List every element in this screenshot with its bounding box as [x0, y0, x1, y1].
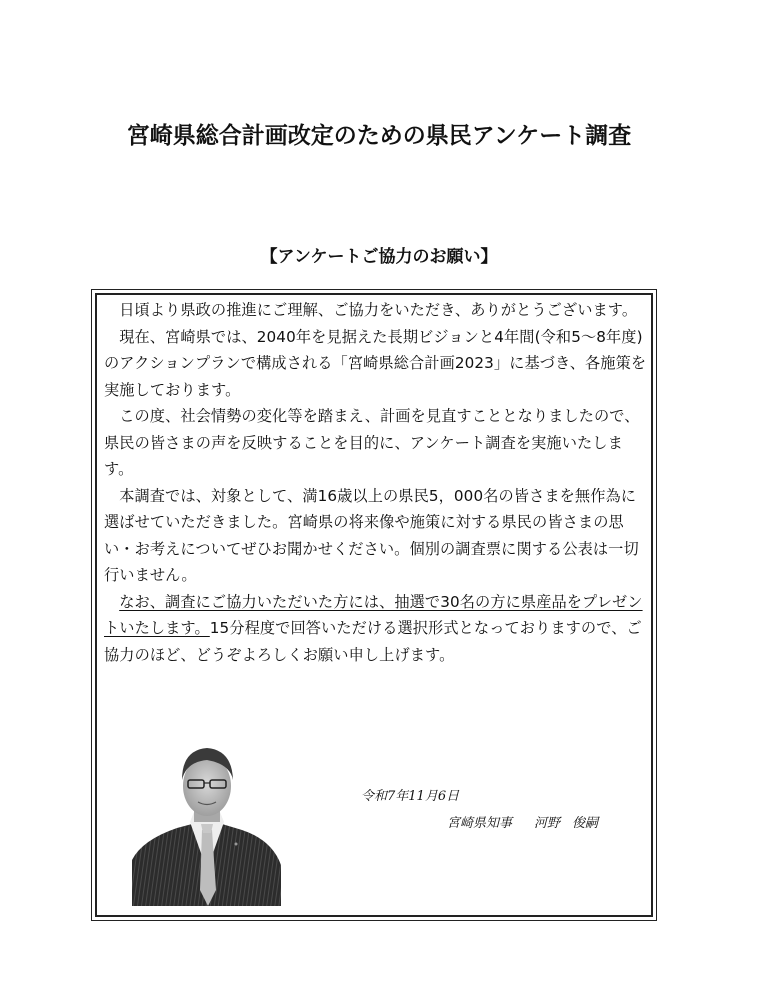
letter-body — [104, 297, 649, 668]
letter-signature — [447, 812, 598, 831]
paragraph-purpose: この度、社会情勢の変化等を踏まえ、計画を見直すこととなりましたので、県民の皆さまの声を反映することを目的に、アンケート調査を実施いたします。 — [104, 407, 640, 478]
present-notice-underlined: なお、調査にご協力いただいた方には、抽選で30名の方に県産品をプレゼントいたします。 — [104, 592, 643, 637]
section-heading: 【アンケートご協力のお願い】 — [260, 247, 498, 267]
page-title: 宮崎県総合計画改定のための県民アンケート調査 — [126, 123, 632, 149]
signature-title: 宮崎県知事 — [447, 816, 513, 831]
portrait-image — [132, 740, 281, 906]
paragraph-greeting: 日頃より県政の推進にご理解、ご協力をいただき、ありがとうございます。 — [119, 301, 638, 319]
letter-date: 令和7年11月6日 — [361, 789, 460, 804]
signature-surname: 河野 — [534, 816, 561, 831]
governor-portrait-photo — [132, 740, 281, 906]
paragraph-background: 現在、宮崎県では、2040年を見据えた長期ビジョンと4年間(令和5～8年度)のアクションプランで構成される「宮崎県総合計画2023」に基づき、各施策を実施しております。 — [104, 327, 647, 399]
paragraph-survey-target: 本調査では、対象として、満16歳以上の県民5，000名の皆さまを無作為に選ばせていただきました。宮崎県の将来像や施策に対する県民の皆さまの思い・お考えについてぜひお聞かせください。個別の調査票に関する公表は一切行いません。 — [104, 486, 639, 584]
present-notice-rest: 15分程度で回答いただける選択形式となっておりますので、ご協力のほど、どうぞよろしくお願い申し上げます。 — [104, 619, 642, 664]
signature-given-name: 俊嗣 — [572, 816, 599, 831]
paragraph-present-notice — [104, 589, 649, 669]
